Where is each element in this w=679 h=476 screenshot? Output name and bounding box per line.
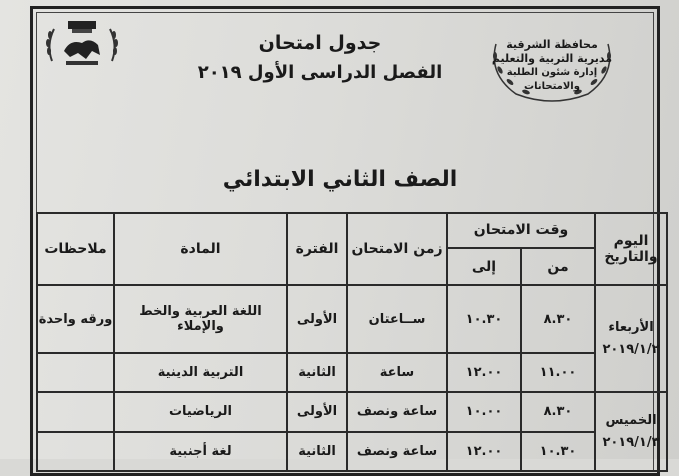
table-row [37, 392, 667, 431]
title-line-1: جدول امتحان [258, 32, 382, 54]
period: الثانية [287, 353, 347, 392]
time-to: ١٢.٠٠ [447, 353, 521, 392]
duration: ســاعتان [347, 285, 447, 353]
header-from: من [521, 248, 595, 285]
notes [37, 392, 114, 431]
exam-date: ٢٠١٩/١/٣ [602, 434, 660, 450]
header-period: الفترة [287, 213, 347, 285]
time-from: ٨.٣٠ [521, 392, 595, 431]
table-row [37, 285, 667, 353]
header-to: إلى [447, 248, 521, 285]
time-from: ٨.٣٠ [521, 285, 595, 353]
day-date-cell [595, 285, 667, 392]
time-from: ١٠.٣٠ [521, 432, 595, 471]
duration: ساعة ونصف [347, 432, 447, 471]
duration: ساعة [347, 353, 447, 392]
header-day-date: اليوم والتاريخ [595, 213, 667, 285]
exam-schedule-title [190, 30, 450, 86]
period: الأولى [287, 392, 347, 431]
notes [37, 353, 114, 392]
seal-line-administration: إدارة شئون الطلبة والامتحانات [506, 67, 598, 92]
header-exam-time: وقت الامتحان [447, 213, 595, 248]
table-row [37, 432, 667, 471]
period: الأولى [287, 285, 347, 353]
time-from: ١١.٠٠ [521, 353, 595, 392]
day-name: الخميس [605, 412, 657, 428]
time-to: ١٠.٠٠ [447, 392, 521, 431]
subject: اللغة العربية والخط والإملاء [114, 285, 287, 353]
header-duration: زمن الامتحان [347, 213, 447, 285]
table-row [37, 353, 667, 392]
title-line-2: الفصل الدراسى الأول ٢٠١٩ [197, 62, 443, 83]
subject: التربية الدينية [114, 353, 287, 392]
notes [37, 432, 114, 471]
header-notes: ملاحظات [37, 213, 114, 285]
day-name: الأربعاء [608, 319, 654, 335]
subject: لغة أجنبية [114, 432, 287, 471]
subject: الرياضيات [114, 392, 287, 431]
time-to: ١٢.٠٠ [447, 432, 521, 471]
duration: ساعة ونصف [347, 392, 447, 431]
seal-line-governorate: محافظة الشرقية [506, 38, 598, 51]
ministry-emblem-icon [40, 15, 124, 81]
period: الثانية [287, 432, 347, 471]
time-to: ١٠.٣٠ [447, 285, 521, 353]
day-date-cell [595, 392, 667, 471]
notes: ورقه واحدة [37, 285, 114, 353]
exam-schedule-table [36, 212, 668, 472]
header-subject: المادة [114, 213, 287, 285]
directorate-seal [486, 24, 618, 106]
exam-date: ٢٠١٩/١/٢ [602, 341, 660, 357]
seal-line-directorate: مديرية التربية والتعليم [491, 52, 613, 65]
grade-title: الصف الثاني الابتدائي [222, 167, 458, 192]
